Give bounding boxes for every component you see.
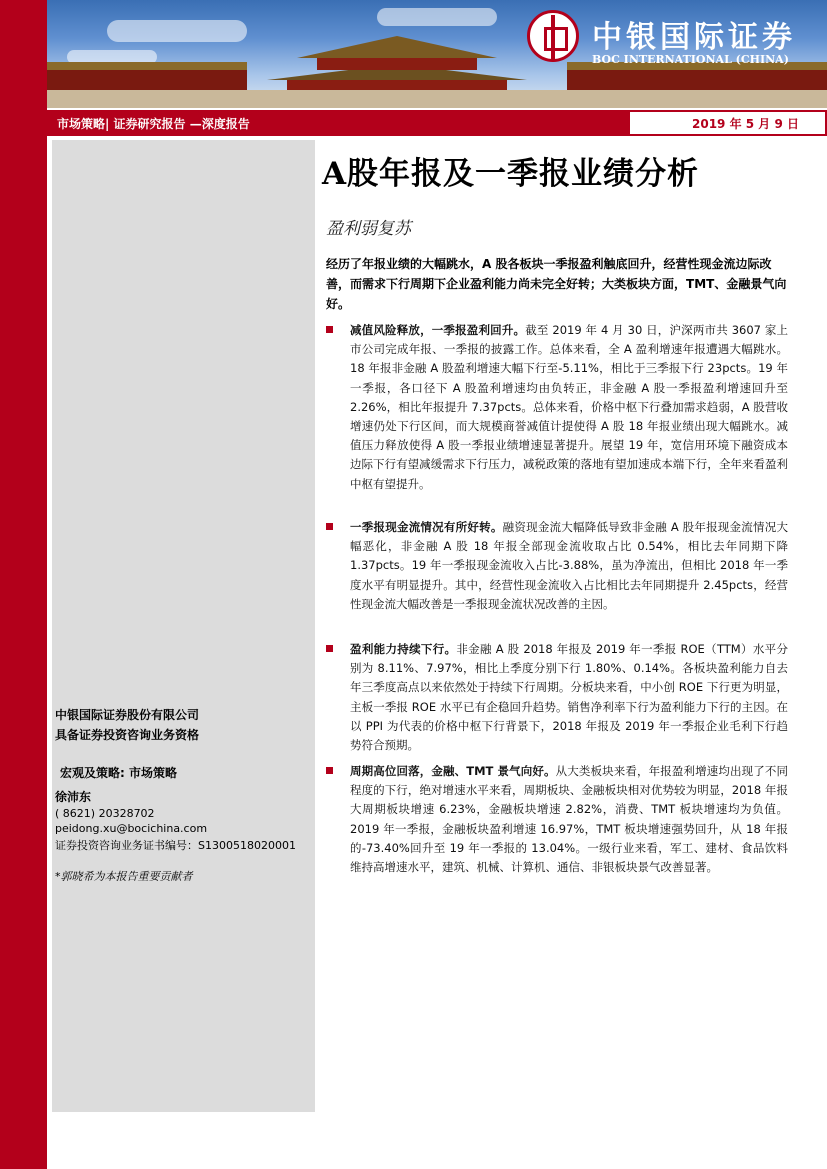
bullet-lead: 盈利能力持续下行。 [350,642,457,656]
date-box [630,112,825,134]
department: 宏观及策略: 市场策略 [60,766,177,780]
bullet-body: 截至 2019 年 4 月 30 日，沪深两市共 3607 家上市公司完成年报、一季报的披露工作。总体来看，全 A 盈利增速年报遭遇大幅跳水。18 年报非金融 A 股盈利增速大幅下行至-5.11%，相比于三季报下行 23pcts。19 年一季报，各口径下 A 股盈利增速均由负转正，非金融 A 股一季报盈利增速回升至 2.26%，相比年报提升 7.37pcts。总体来看，价格中枢下行叠加需求趋弱，A 股营收增速仍处下行区间，而大规模商誉减值计提使得 A 股 18 年报业绩出现大幅跳水。减值压力释放使得 A 股一季报业绩增速显著提升。展望 19 年，宽信用环境下融资成本边际下行有望减缓需求下行压力，减税政策的落地有望加速成本端下行，全年来看盈利中枢有望提升。 [350,323,788,491]
company-name: 中银国际证券股份有限公司 [55,708,200,722]
report-category: 市场策略| 证券研究报告 —深度报告 [57,117,250,131]
contributor-note: *郭晓希为本报告重要贡献者 [55,870,193,883]
analyst-cert: 证券投资咨询业务证书编号：S1300518020001 [55,839,296,852]
bullet-lead: 一季报现金流情况有所好转。 [350,520,503,534]
category-band [47,110,827,136]
bullet-square-icon [326,645,333,652]
bullet-body: 融资现金流大幅降低导致非金融 A 股年报现金流情况大幅恶化，非金融 A 股 18 年报全部现金流收取占比 0.54%，相比去年同期下降 1.37pcts。19 年一季报现金流收入占比-3.88%，虽为净流出，但相比 2018 年一季度水平有明显提升。其中，经营性现金流收入占比相比去年同期提升 2.45pcts，经营性现金流大幅改善是一季报现金流状况改善的主因。 [350,520,789,611]
report-subtitle: 盈利弱复苏 [326,219,411,239]
analyst-phone: ( 8621) 20328702 [55,807,155,820]
left-accent-bar [0,0,47,1169]
analyst-name: 徐沛东 [55,790,92,804]
bullet-square-icon [326,326,333,333]
brand-name-cn: 中银国际证券 [592,20,796,55]
brand-name-en: BOC INTERNATIONAL (CHINA) [592,53,789,66]
report-date: 2019 年 5 月 9 日 [692,117,799,131]
bullet-square-icon [326,523,333,530]
bullet-lead: 减值风险释放，一季报盈利回升。 [350,323,526,337]
bullet-lead: 周期高位回落，金融、TMT 景气向好。 [350,764,556,778]
bullet-square-icon [326,767,333,774]
boc-logo-icon [527,10,579,62]
report-summary: 经历了年报业绩的大幅跳水，A 股各板块一季报盈利触底回升，经营性现金流边际改善，而需求下行周期下企业盈利能力尚未完全好转；大类板块方面，TMT、金融景气向好。 [326,257,787,311]
report-title: A股年报及一季报业绩分析 [322,156,700,192]
header-banner [47,0,827,108]
bullet-body: 从大类板块来看，年报盈利增速均出现了不同程度的下行，绝对增速水平来看，周期板块、金融板块相对优势较为明显，2018 年报大周期板块增速 6.23%，金融板块增速 2.82%，消费、TMT 板块增速均为负值。2019 年一季报，金融板块盈利增速 16.97%，TMT 板块增速强势回升，从 18 年报的-73.40%回升至 19 年一季报的 13.04%。一级行业来看，军工、建材、食品饮料维持高增速水平，建筑、机械、计算机、通信、非银板块景气改善显著。 [350,764,789,875]
analyst-email: peidong.xu@bocichina.com [55,822,208,835]
license-note: 具备证券投资咨询业务资格 [55,728,200,742]
bullet-body: 非金融 A 股 2018 年报及 2019 年一季报 ROE（TTM）水平分别为 8.11%、7.97%，相比上季度分别下行 1.80%、0.14%。各板块盈利能力自去年三季度高点以来依然处于持续下行周期。分板块来看，中小创 ROE 下行更为明显，主板一季报 ROE 水平已有企稳回升趋势。销售净利率下行为盈利能力下行的主因。在以 PPI 为代表的价格中枢下行背景下，2018 年报及 2019 年一季报企业毛利下行趋势符合预期。 [350,642,788,753]
sidebar-panel [52,140,315,1112]
